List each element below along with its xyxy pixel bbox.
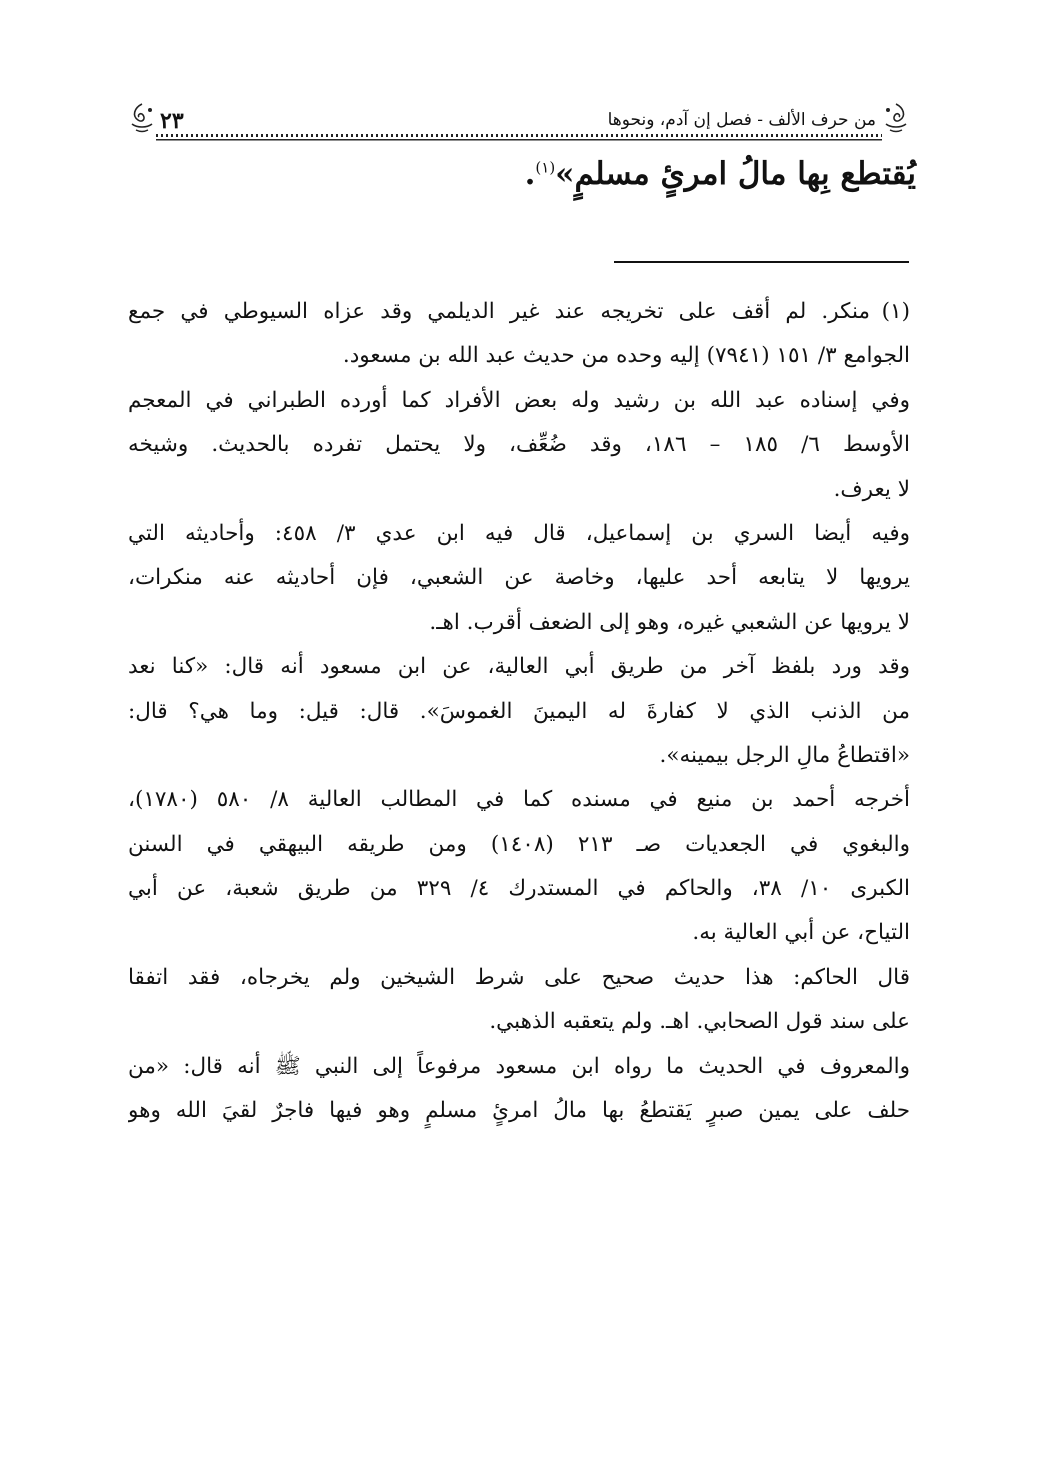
footnote-line: والبغوي في الجعديات صـ ٢١٣ (١٤٠٨) ومن طريقه البيهقي في السنن [128,831,910,857]
footnote-line: وفي إسناده عبد الله بن رشيد وله بعض الأفراد كما أورده الطبراني في المعجم [128,387,910,413]
footnote-line: وقد ورد بلفظ آخر من طريق أبي العالية، عن ابن مسعود أنه قال: «كنا نعد [128,654,910,680]
running-title: من حرف الألف - فصل إن آدم، ونحوها [607,110,876,130]
main-text [126,156,916,192]
footnote-line: قال الحاكم: هذا حديث صحيح على شرط الشيخين ولم يخرجاه، فقد اتفقا [128,964,910,990]
footnote-line: لا يرويها عن الشعبي غيره، وهو إلى الضعف أقرب. اهـ. [429,609,910,635]
footnote-reference: (١) [535,158,556,177]
footnote-line: يرويها لا يتابعه أحد عليها، وخاصة عن الشعبي، فإن أحاديثه عنه منكرات، [128,565,910,591]
footnote-separator [614,261,909,263]
running-header [128,100,910,144]
footnote-line: والمعروف في الحديث ما رواه ابن مسعود مرفوعاً إلى النبي ﷺ أنه قال: «من [128,1053,910,1079]
header-rule [156,134,882,141]
footnote-line: وفيه أيضا السري بن إسماعيل، قال فيه ابن عدي ٣/ ٤٥٨: وأحاديثه التي [128,520,910,546]
end-punctuation: . [524,156,536,192]
footnote-line: الأوسط ٦/ ١٨٥ – ١٨٦، وقد ضُعِّف، ولا يحتمل تفرده بالحديث. وشيخه [128,432,910,458]
ornament-icon [128,102,156,134]
footnote-line: على سند قول الصحابي. اهـ. ولم يتعقبه الذهبي. [489,1009,910,1035]
footnote-line: الكبرى ١٠/ ٣٨، والحاكم في المستدرك ٤/ ٣٢٩ من طريق شعبة، عن أبي [128,876,910,902]
footnote-line: من الذنب الذي لا كفارةَ له اليمينَ الغموسَ». قال: قيل: وما هي؟ قال: [128,698,910,724]
footnote-line: التياح، عن أبي العالية به. [692,920,910,946]
ornament-icon [882,102,910,134]
footnote-line: «اقتطاعُ مالِ الرجل بيمينه». [659,742,910,768]
footnote-line: الجوامع ٣/ ١٥١ (٧٩٤١) إليه وحده من حديث عبد الله بن مسعود. [342,343,910,369]
footnote-marker: (١) [881,299,910,324]
footnote-line: حلف على يمين صبرٍ يَقتطعُ بها مالُ امرئٍ مسلمٍ وهو فيها فاجرٌ لقيَ الله وهو [128,1098,910,1124]
verse-text: يُقتطع بِها مالُ امرئٍ مسلمٍ» [555,156,916,192]
footnote [128,290,910,1133]
footnote-line: منكر. لم أقف على تخريجه عند غير الديلمي وقد عزاه السيوطي في جمع [128,299,870,324]
footnote-line: لا يعرف. [833,476,910,502]
footnote-line: أخرجه أحمد بن منيع في مسنده كما في المطالب العالية ٨/ ٥٨٠ (١٧٨٠)، [128,787,910,813]
page-number: ٢٣ [160,108,184,134]
